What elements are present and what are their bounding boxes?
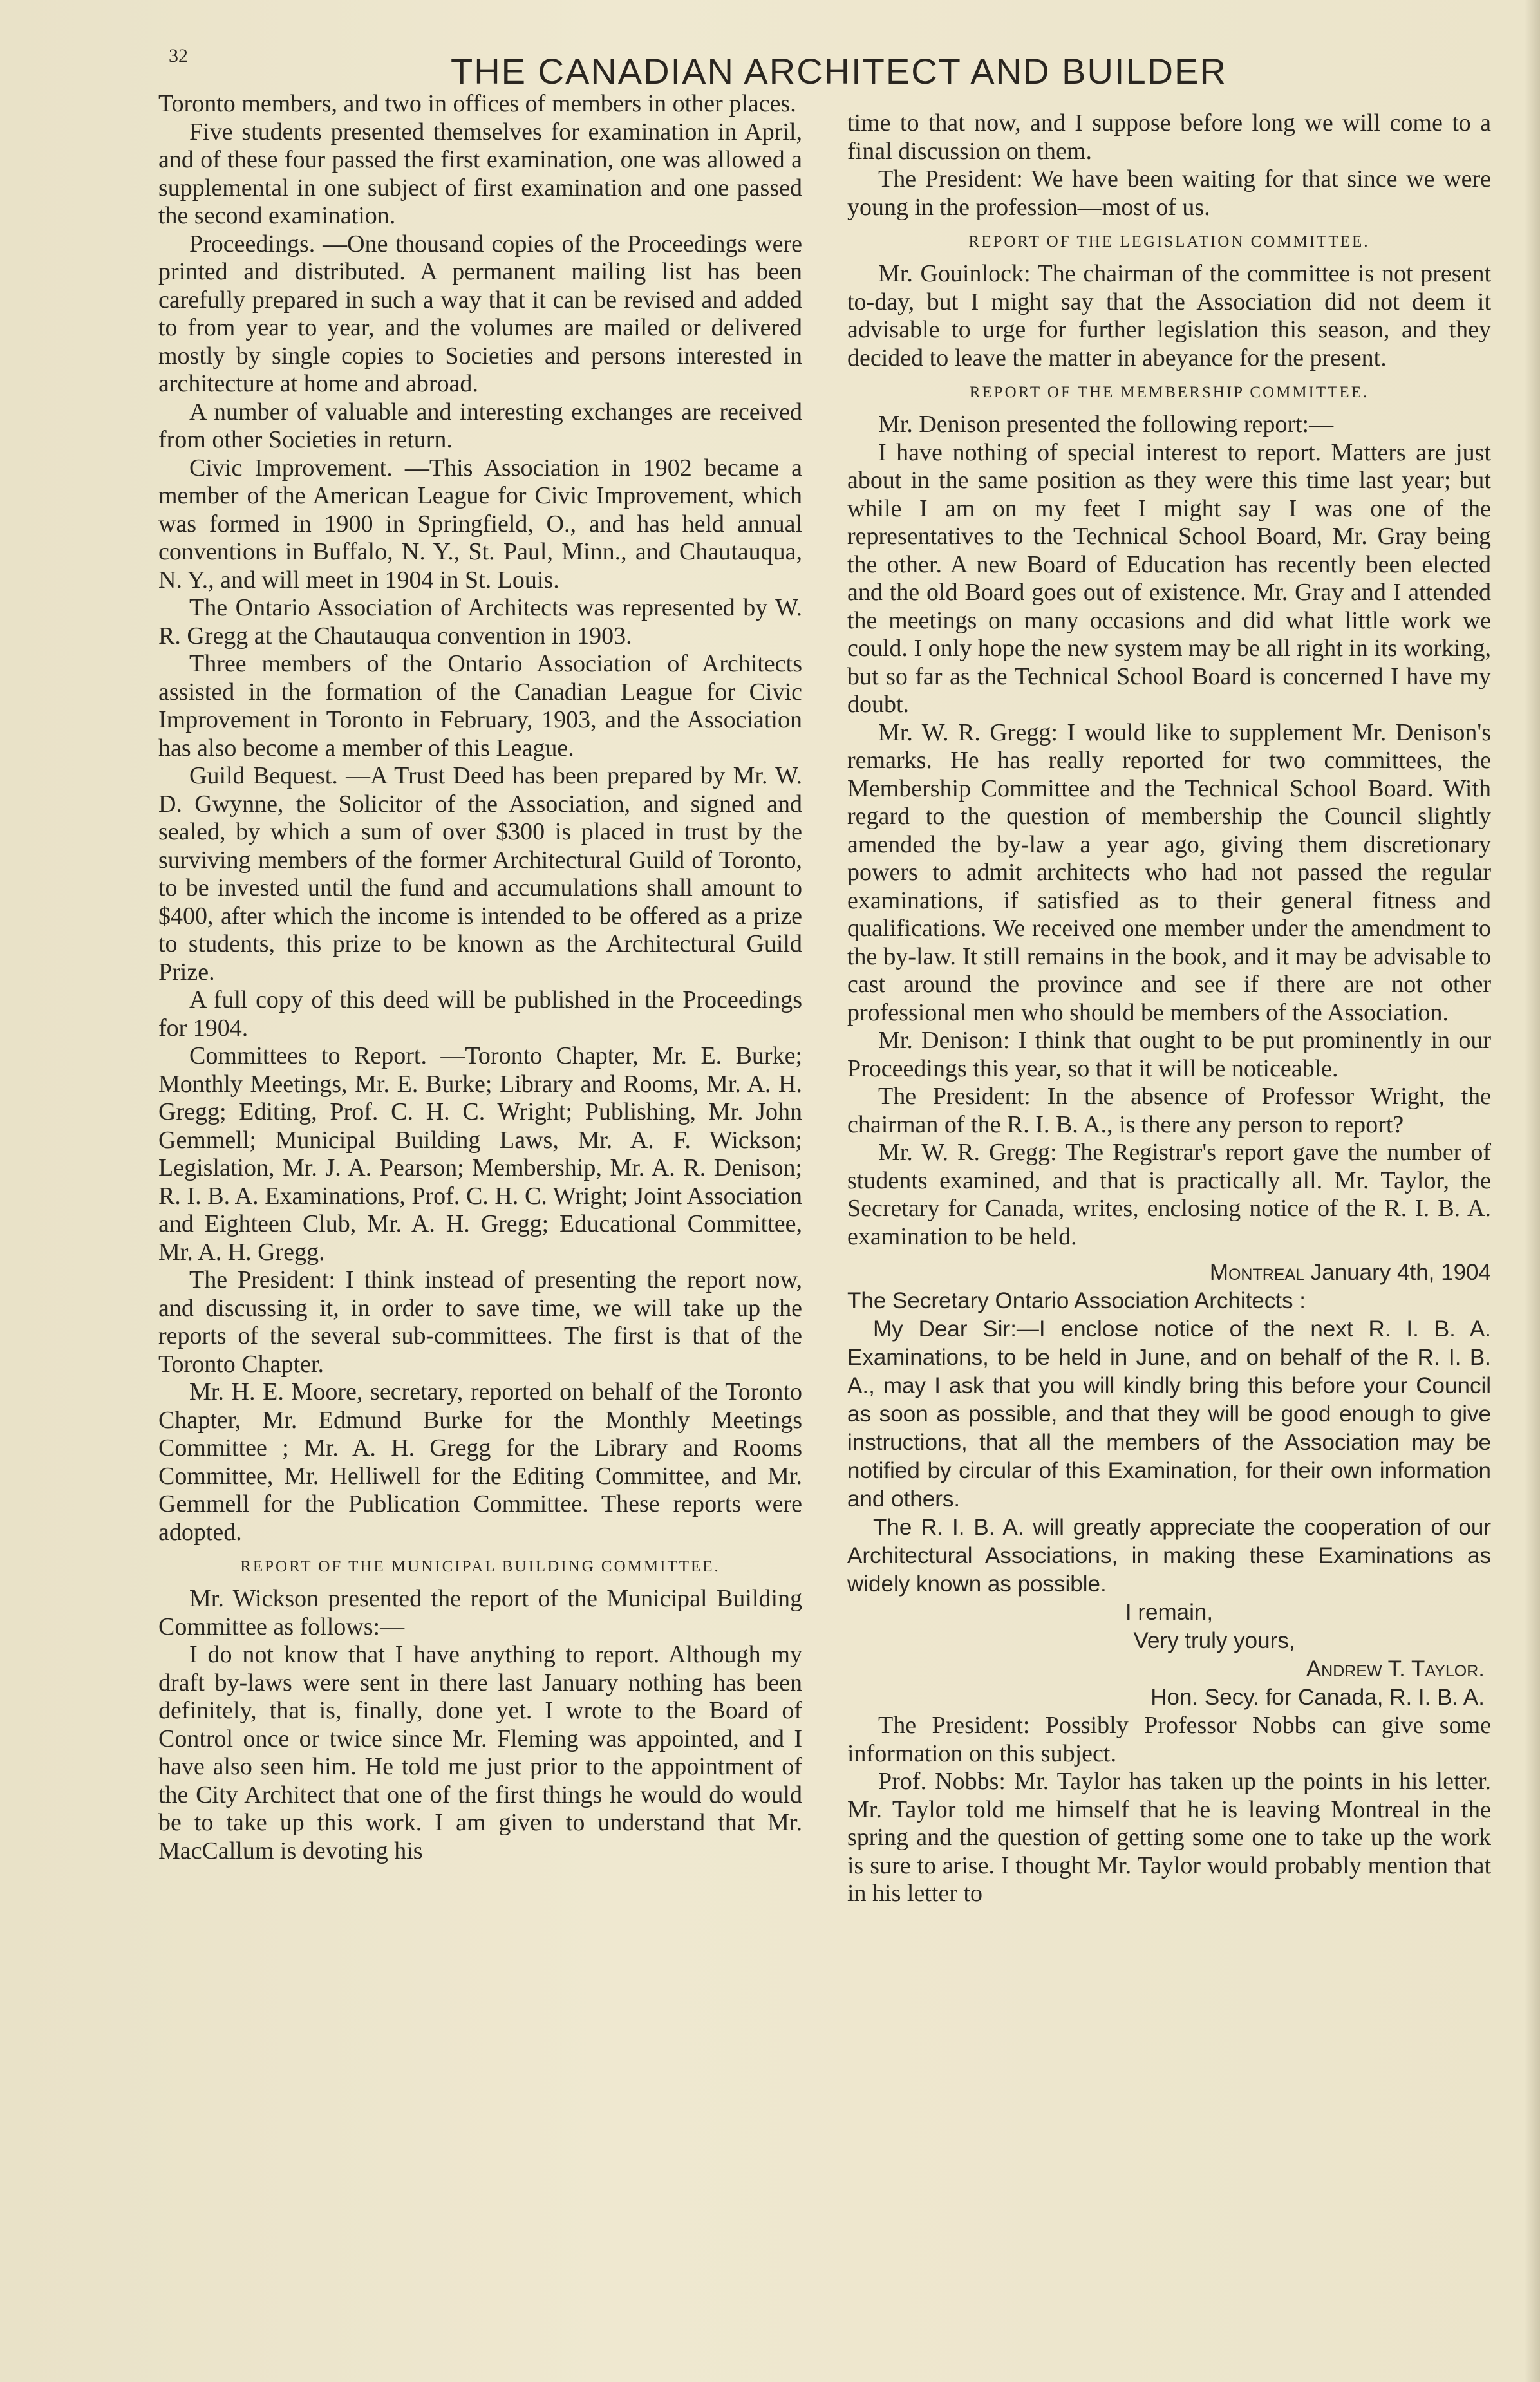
letter-valediction: Very truly yours,: [1133, 1628, 1295, 1653]
letter-dateline: [847, 1259, 1491, 1287]
section-heading: REPORT OF THE MEMBERSHIP COMMITTEE.: [969, 384, 1369, 401]
letter-closing: I remain,: [1125, 1600, 1214, 1625]
paragraph: The President: In the absence of Professor Wright, the chairman of the R. I. B. A., is there any person to report?: [847, 1083, 1491, 1138]
letter-dateline-city: Montreal: [1209, 1260, 1305, 1285]
left-column: [158, 90, 802, 1865]
letter-dateline-date: January 4th, 1904: [1310, 1260, 1491, 1285]
running-title: THE CANADIAN ARCHITECT AND BUILDER: [451, 51, 1227, 91]
letter-paragraph: The R. I. B. A. will greatly appreciate the cooperation of our Architectural Associations, in making these Examinations as widely known as possible.: [847, 1515, 1491, 1597]
paragraph: The President: Possibly Professor Nobbs can give some information on this subject.: [847, 1712, 1491, 1767]
paragraph: A number of valuable and interesting exchanges are received from other Societies in return.: [158, 398, 802, 453]
paragraph: The President: I think instead of presenting the report now, and discussing it, in order to save time, we will take up the reports of the several sub-committees. The first is that of the Toronto Chapter.: [158, 1266, 802, 1378]
paragraph: Mr. H. E. Moore, secretary, reported on behalf of the Toronto Chapter, Mr. Edmund Burke for the Monthly Meetings Committee ; Mr. A. H. Gregg for the Library and Rooms Committee, Mr. Helliwell for the Editing Committee, and Mr. Gemmell for the Publication Committee. These reports were adopted.: [158, 1378, 802, 1546]
page-number: 32: [169, 45, 188, 66]
quoted-letter: [847, 1259, 1491, 1712]
paragraph: Three members of the Ontario Association of Architects assisted in the formation of the Canadian League for Civic Improvement in Toronto in February, 1903, and the Association has also become a member of this League.: [158, 650, 802, 762]
paragraph: Mr. Denison: I think that ought to be put prominently in our Proceedings this year, so that it will be noticeable.: [847, 1027, 1491, 1082]
right-column: [847, 109, 1491, 1908]
paragraph: I do not know that I have anything to report. Although my draft by-laws were sent in there last January nothing has been definitely, that is, finally, done yet. I wrote to the Board of Control once or twice since Mr. Fleming was appointed, and I have also seen him. He told me just prior to the appointment of the City Architect that one of the first things he would do would be to take up this work. I am given to understand that Mr. MacCallum is devoting his: [158, 1641, 802, 1864]
paragraph: Guild Bequest. —A Trust Deed has been prepared by Mr. W. D. Gwynne, the Solicitor of the Association, and signed and sealed, by which a sum of over $300 is placed in trust by the surviving members of the former Architectural Guild of Toronto, to be invested until the fund and accumulations shall amount to $400, after which the income is intended to be offered as a prize to students, this prize to be known as the Architectural Guild Prize.: [158, 762, 802, 986]
paragraph: Prof. Nobbs: Mr. Taylor has taken up the points in his letter. Mr. Taylor told me himself that he is leaving Montreal in the spring and the question of getting some one to take up the work is sure to arise. I thought Mr. Taylor would probably mention that in his letter to: [847, 1768, 1491, 1907]
paragraph: Mr. W. R. Gregg: The Registrar's report gave the number of students examined, and that is practically all. Mr. Taylor, the Secretary for Canada, writes, enclosing notice of the R. I. B. A. examination to be held.: [847, 1139, 1491, 1250]
paragraph: I have nothing of special interest to report. Matters are just about in the same position as they were this time last year; but while I am on my feet I might say I was one of the representatives to the Technical School Board, Mr. Gray being the other. A new Board of Education has recently been elected and the old Board goes out of existence. Mr. Gray and I attended the meetings on many occasions and did what little work we could. I only hope the new system may be all right in its working, but so far as the Technical School Board is concerned I have my doubt.: [847, 438, 1491, 718]
section-heading: REPORT OF THE MUNICIPAL BUILDING COMMITTEE.: [240, 1558, 720, 1575]
page-edge-shadow: [1525, 0, 1540, 2382]
paragraph: Committees to Report. —Toronto Chapter, Mr. E. Burke; Monthly Meetings, Mr. E. Burke; Library and Rooms, Mr. A. H. Gregg; Editing, Prof. C. H. C. Wright; Publishing, Mr. John Gemmell; Municipal Building Laws, Mr. A. F. Wickson; Legislation, Mr. J. A. Pearson; Membership, Mr. A. R. Denison; R. I. B. A. Examinations, Prof. C. H. C. Wright; Joint Association and Eighteen Club, Mr. A. H. Gregg; Educational Committee, Mr. A. H. Gregg.: [158, 1042, 802, 1266]
paragraph: Toronto members, and two in offices of members in other places.: [158, 90, 796, 117]
letter-paragraph: My Dear Sir:—I enclose notice of the next R. I. B. A. Examinations, to be held in June, and on behalf of the R. I. B. A., may I ask that you will kindly bring this before your Council as soon as possible, and that they will be good enough to give instructions, that all the members of the Association may be notified by circular of this Examination, for their own information and others.: [847, 1317, 1491, 1512]
paragraph: Civic Improvement. —This Association in 1902 became a member of the American League for Civic Improvement, which was formed in 1900 in Springfield, O., and has held annual conventions in Buffalo, N. Y., St. Paul, Minn., and Chautauqua, N. Y., and will meet in 1904 in St. Louis.: [158, 454, 802, 594]
paragraph: Mr. Wickson presented the report of the Municipal Building Committee as follows:—: [158, 1585, 802, 1640]
letter-salutation: The Secretary Ontario Association Architects :: [847, 1288, 1306, 1313]
right-column-body: [847, 109, 1491, 1251]
paragraph: time to that now, and I suppose before long we will come to a final discussion on them.: [847, 109, 1491, 165]
letter-signature-title: Hon. Secy. for Canada, R. I. B. A.: [1150, 1685, 1485, 1710]
letter-body: [847, 1287, 1491, 1599]
paragraph: The President: We have been waiting for that since we were young in the profession—most of us.: [847, 165, 1491, 221]
paragraph: Proceedings. —One thousand copies of the Proceedings were printed and distributed. A permanent mailing list has been carefully prepared in such a way that it can be revised and added to from year to year, and the volumes are mailed or delivered mostly by single copies to Societies and persons interested in architecture at home and abroad.: [158, 230, 802, 397]
paragraph: Mr. Gouinlock: The chairman of the committee is not present to-day, but I might say that the Association did not deem it advisable to urge for further legislation this season, and they decided to leave the matter in abeyance for the present.: [847, 260, 1491, 371]
section-heading: REPORT OF THE LEGISLATION COMMITTEE.: [968, 233, 1370, 250]
paragraph: Mr. Denison presented the following report:—: [878, 411, 1334, 438]
paragraph: Mr. W. R. Gregg: I would like to supplement Mr. Denison's remarks. He has really reported for two committees, the Membership Committee and the Technical School Board. With regard to the question of membership the Council slightly amended the by-law a year ago, giving them discretionary powers to admit architects who had not passed the regular examinations, if satisfied as to their general fitness and qualifications. We received one member under the amendment to the by-law. It still remains in the book, and it may be advisable to cast around the province and see if there are not other professional men who should be members of the Association.: [847, 718, 1491, 1026]
right-column-continuation: [847, 1712, 1491, 1908]
paragraph: Five students presented themselves for examination in April, and of these four passed the first examination, one was allowed a supplemental in one subject of first examination and one passed the second examination.: [158, 118, 802, 229]
letter-signature: Andrew T. Taylor.: [1306, 1656, 1485, 1682]
paragraph: A full copy of this deed will be published in the Proceedings for 1904.: [158, 986, 802, 1042]
paragraph: The Ontario Association of Architects was represented by W. R. Gregg at the Chautauqua convention in 1903.: [158, 594, 802, 650]
